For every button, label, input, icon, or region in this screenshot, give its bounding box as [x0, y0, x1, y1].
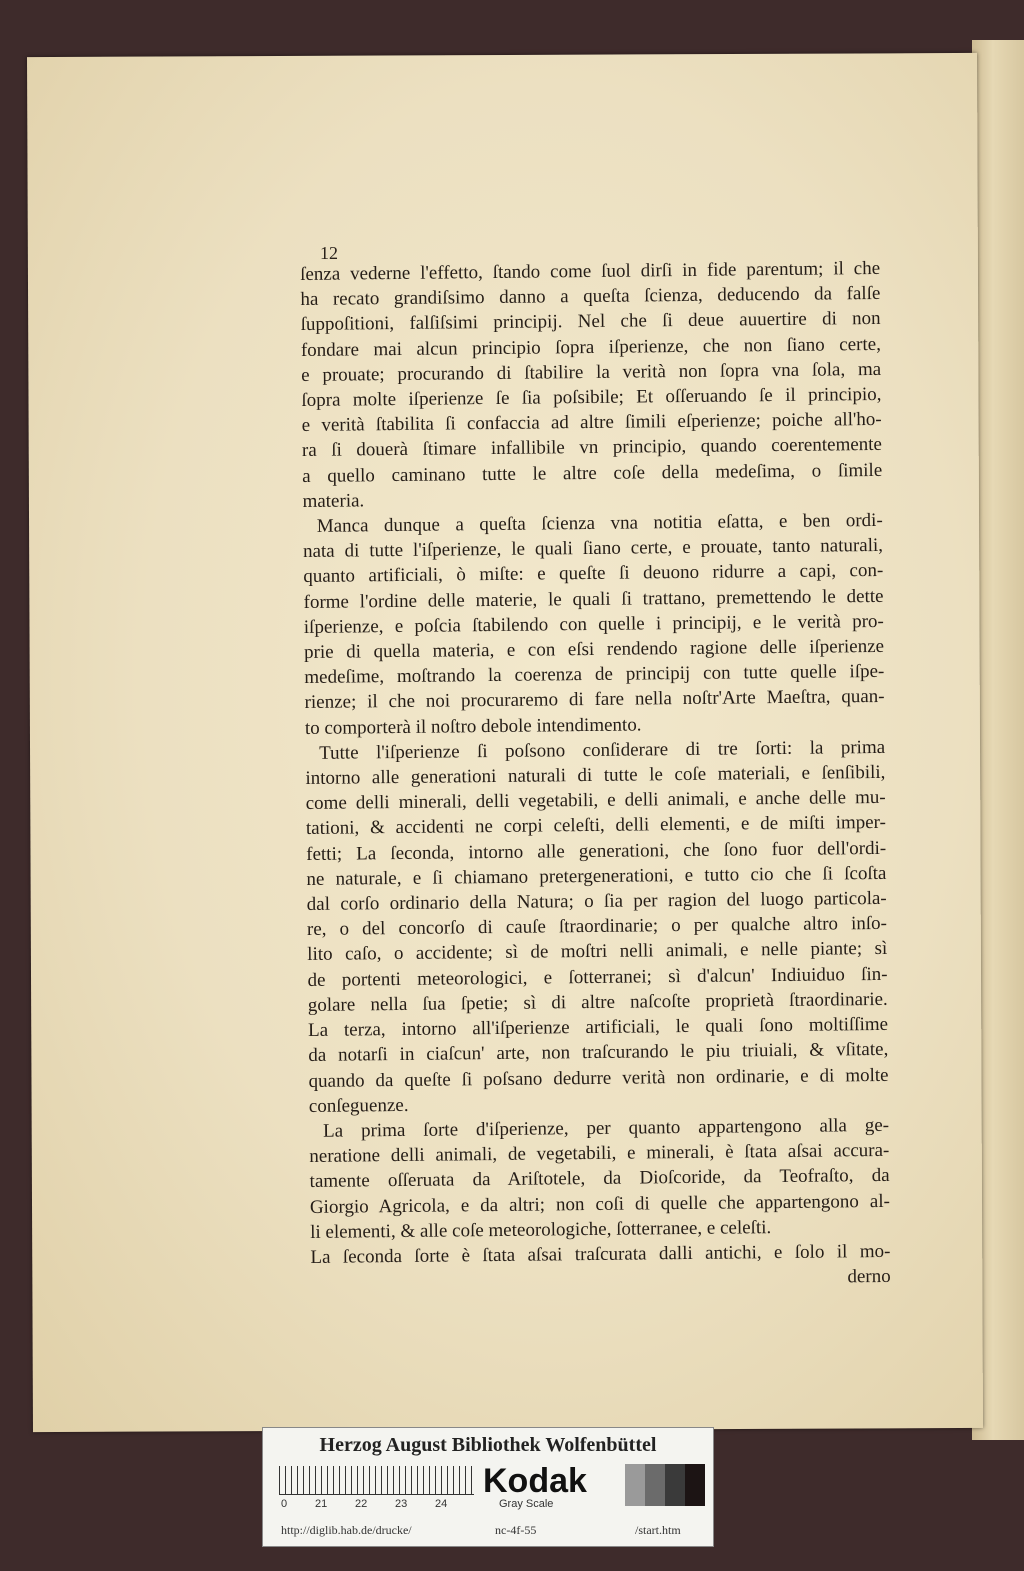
text-line: quanto artificiali, ò miſte: e queſte ſi deuono ridurre a capi, con-: [303, 560, 884, 588]
text-line: to comporterà il noſtro debole intendimento.: [304, 714, 642, 739]
library-color-card: [262, 1427, 714, 1547]
text-line: materia.: [302, 490, 365, 512]
text-line: golare nella ſua ſpetie; sì di altre naſcoſte proprietà ſtraordinarie.: [307, 988, 888, 1016]
text-line: tamente oſſeruata da Ariſtotele, da Dioſcoride, da Teofraſto, da: [309, 1165, 890, 1193]
gray-swatches: [625, 1464, 705, 1506]
text-line: de portenti meteorologici, e ſotterranei; sì d'alcun' Indiuiduo ſin-: [307, 963, 888, 991]
ruler-label: 21: [315, 1498, 328, 1510]
text-line: La terza, intorno all'iſperienze artificiali, le quali ſono moltiſſime: [307, 1013, 889, 1042]
text-line: ſopra molte iſperienze ſe ſia poſsibile; Et oſſeruando ſe il principio,: [301, 383, 882, 412]
shelfmark-text: nc-4f-55: [495, 1523, 537, 1537]
text-line: nata di tutte l'iſperienze, le quali ſiano certe, e prouate, tanto naturali,: [302, 535, 884, 563]
text-line: Giorgio Agricola, e da altri; non coſi di quelle che appartengono al-: [309, 1190, 890, 1218]
url-text: http://diglib.hab.de/drucke/: [281, 1523, 412, 1537]
swatch: [625, 1464, 645, 1506]
swatch: [665, 1464, 685, 1506]
text-line: ſenza vederne l'effetto, ſtando come ſuol dirſi in fide parentum; il che: [300, 257, 881, 285]
start-link-text: /start.htm: [635, 1523, 681, 1537]
gray-scale-label: Gray Scale: [499, 1498, 554, 1510]
text-line: li elementi, & alle coſe meteorologiche, ſotterranee, e celeſti.: [310, 1216, 772, 1243]
library-title: Herzog August Bibliothek Wolfenbüttel: [319, 1434, 657, 1456]
text-line: fetti; La ſeconda, intorno alle generationi, che ſono fuor dell'ordi-: [306, 837, 887, 865]
text-line: rienze; il che noi procuraremo di fare nella noſtr'Arte Maeſtra, quan-: [304, 686, 885, 714]
text-line: Manca dunque a queſta ſcienza vna notitia eſatta, e ben ordi-: [316, 509, 883, 537]
text-line: come delli minerali, delli vegetabili, e delli animali, e anche delle mu-: [305, 787, 886, 815]
text-line: La ſeconda ſorte è ſtata aſsai traſcurata dalli antichi, e ſolo il mo-: [310, 1240, 891, 1268]
text-line: e verità ſtabilita ſi confaccia ad altre ſimili eſperienze; poiche all'ho-: [301, 409, 882, 437]
ruler-label: 23: [395, 1498, 408, 1510]
text-line: Tutte l'iſperienze ſi poſsono conſiderare di tre ſorti: la prima: [319, 736, 886, 764]
text-line: conſeguenze.: [308, 1094, 409, 1117]
text-line: e prouate; procurando di ſtabilire la verità non ſopra vna ſola, ma: [301, 358, 882, 386]
text-line: ra ſi douerà ſtimare infallibile vn principio, quando coerentemente: [301, 434, 883, 462]
text-line: intorno alle generationi naturali di tutte le coſe materiali, e ſenſibili,: [305, 761, 886, 790]
text-line: prie di quella materia, e con eſsi rendendo ragione delle iſperienze: [303, 635, 885, 664]
kodak-logo: Kodak: [483, 1462, 587, 1500]
text-line: La prima ſorte d'iſperienze, per quanto appartengono alla ge-: [322, 1114, 890, 1142]
text-line: lito caſo, o accidente; sì de moſtri nelli animali, e nelle piante; sì: [307, 938, 888, 966]
page-number: 12: [320, 243, 338, 263]
text-line: da notarſi in ciaſcun' arte, non traſcurando le piu triuiali, & vſitate,: [308, 1039, 889, 1067]
text-line: ſuppoſitioni, falſiſsimi principij. Nel che ſi deue auuertire di non: [300, 308, 881, 336]
ruler-label: 24: [435, 1498, 448, 1510]
swatch: [685, 1464, 705, 1506]
text-line: medeſime, moſtrando la coerenza de principij con tutte quelle iſpe-: [304, 661, 885, 689]
text-line: fondare mai alcun principio ſopra iſperienze, che non ſiano certe,: [300, 333, 882, 361]
ruler-label: 22: [355, 1498, 368, 1510]
catchword: derno: [847, 1265, 891, 1288]
text-line: forme l'ordine delle materie, le quali ſi trattano, premettendo le dette: [303, 585, 884, 613]
text-line: neratione delli animali, de vegetabili, e minerali, è ſtata aſsai accura-: [309, 1139, 890, 1168]
text-line: re, o del concorſo di cauſe ſtraordinarie; o per qualche altro inſo-: [306, 913, 888, 941]
text-line: quando da queſte ſi poſsano dedurre verità non ordinarie, e di molte: [308, 1064, 889, 1092]
text-line: iſperienze, e poſcia ſtabilendo con quelle i principij, e le verità pro-: [303, 610, 884, 638]
text-line: ha recato grandiſsimo danno a queſta ſcienza, deducendo da falſe: [300, 283, 881, 311]
ruler-label: 0: [281, 1498, 288, 1510]
text-line: dal corſo ordinario della Natura; o ſia per ragion del luogo particola-: [306, 887, 887, 916]
measurement-ruler: [279, 1466, 474, 1495]
swatch: [645, 1464, 665, 1506]
text-line: tationi, & accidenti ne corpi celeſti, delli elementi, e de miſti imper-: [305, 812, 887, 840]
text-line: a quello caminano tutte le altre coſe della medeſima, o ſimile: [302, 459, 883, 487]
text-line: ne naturale, e ſi chiamano pretergenerationi, e tutto cio che ſi ſcoſta: [306, 862, 887, 890]
body-text: [300, 256, 891, 1295]
